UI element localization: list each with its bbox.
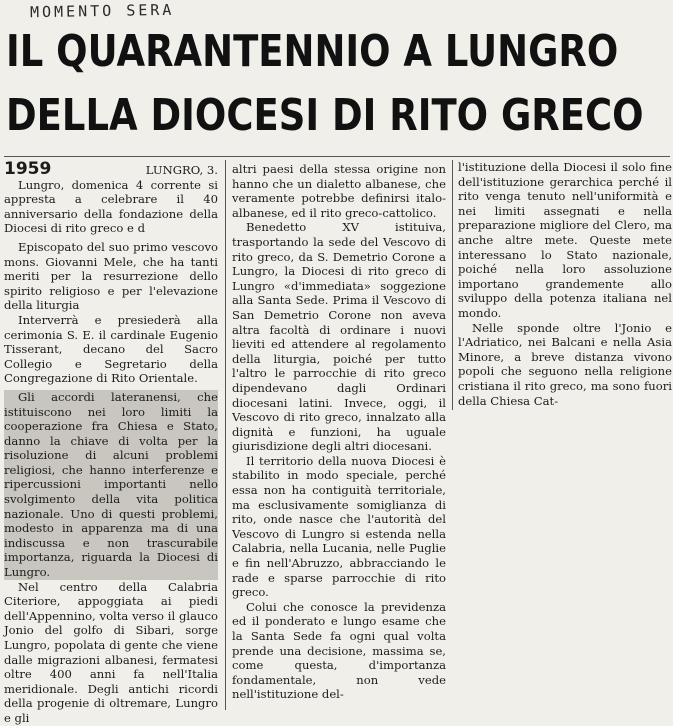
column-divider-2: [452, 160, 453, 410]
headline-line-1: IL QUARANTENNIO A LUNGRO: [6, 26, 619, 77]
dateline: [4, 159, 218, 179]
paragraph: Interverrà e presiederà alla cerimonia S. E. il cardinale Eugenio Tisserant, decano del Sacro Collegio e Segretario della Congregazione di Rito Orientale.: [4, 312, 218, 386]
year-stamp: 1959: [4, 159, 52, 179]
paragraph-highlighted: Gli accordi lateranensi, che istituiscono nei loro limiti la cooperazione fra Chiesa e Stato, danno la chiave di volta per la risoluzione di alcuni problemi religiosi, che hanno interferenze e ripercussioni importanti nello svolgimento della vita politica nazionale. Uno di questi problemi, modesto in apparenza ma di una indiscussa e non trascurabile importanza, riguarda la Diocesi di Lungro.: [4, 389, 218, 580]
paragraph: Benedetto XV istituiva, trasportando la sede del Vescovo di rito greco, da S. Demetrio Corone a Lungro, la Diocesi di rito greco di Lungro «d'immediata» soggezione alla Santa Sede. Prima il Vescovo di San Demetrio Corone non aveva altra facoltà di ordinare i nuovi lieviti ed attendere al regolamento della liturgia, poiché per tutto l'altro le parrocchie di rito greco dipendevano dagli Ordinari diocesani latini. Invece, oggi, il Vescovo di rito greco, innalzato alla dignità e funzioni, ha uguale giurisdizione degli altri diocesani.: [232, 220, 446, 454]
article-column-3: [458, 160, 672, 408]
dateline-place: LUNGRO, 3.: [145, 163, 218, 177]
paragraph: Nelle sponde oltre l'Jonio e l'Adriatico, nei Balcani e nella Asia Minore, a breve distanza vivono popoli che seguono nella religione cristiana il rito greco, ma sono fuori della Chiesa Cat-: [458, 320, 672, 408]
paragraph: Episcopato del suo primo vescovo mons. Giovanni Mele, che ha tanti meriti per la resurrezione dello spirito religioso e per l'elevazione della liturgia: [4, 239, 218, 313]
paragraph: Colui che conosce la previdenza ed il ponderato e lungo esame che la Santa Sede fa ogni qual volta prende una decisione, massima se, come questa, d'importanza fondamentale, non vede nell'istituzione del-: [232, 599, 446, 702]
paragraph: Lungro, domenica 4 corrente si appresta a celebrare il 40 anniversario della fondazione della Diocesi di rito greco e d: [4, 177, 218, 236]
paragraph: Nel centro della Calabria Citeriore, appoggiata ai piedi dell'Appennino, volta verso il glauco Jonio del golfo di Sibari, sorge Lungro, popolata di gente che viene dalle migrazioni albanesi, fermatesi oltre 400 anni fa nell'Italia meridionale. Degli antichi ricordi della progenie di oltremare, Lungro e gli: [4, 579, 218, 725]
handwritten-source-note: MOMENTO SERA: [29, 0, 175, 22]
paragraph: altri paesi della stessa origine non hanno che un dialetto albanese, che veramente potrebbe definirsi italo-albanese, ed il rito greco-cattolico.: [232, 162, 446, 220]
headline-line-2: DELLA DIOCESI DI RITO GRECO: [6, 90, 644, 141]
headline-rule: [4, 156, 670, 157]
column-divider-1: [225, 160, 226, 710]
article-column-2: [232, 162, 446, 702]
article-column-1: [4, 159, 218, 726]
paragraph: Il territorio della nuova Diocesi è stabilito in modo speciale, perché essa non ha contiguità territoriale, ma esclusivamente somiglianza di rito, onde nasce che l'autorità del Vescovo di Lungro si estenda nella Calabria, nella Lucania, nelle Puglie e fin nell'Abruzzo, abbracciando le rade e sparse parrocchie di rito greco.: [232, 453, 446, 600]
paragraph: l'istituzione della Diocesi il solo fine dell'istituzione gerarchica perché il rito venga tenuto nell'uniformità e nei limiti assegnati e nella preparazione migliore del Clero, ma anche altre mete. Queste mete interessano lo Stato nazionale, poiché nella loro assoluzione importano grandemente allo sviluppo della potenza italiana nel mondo.: [458, 160, 672, 320]
